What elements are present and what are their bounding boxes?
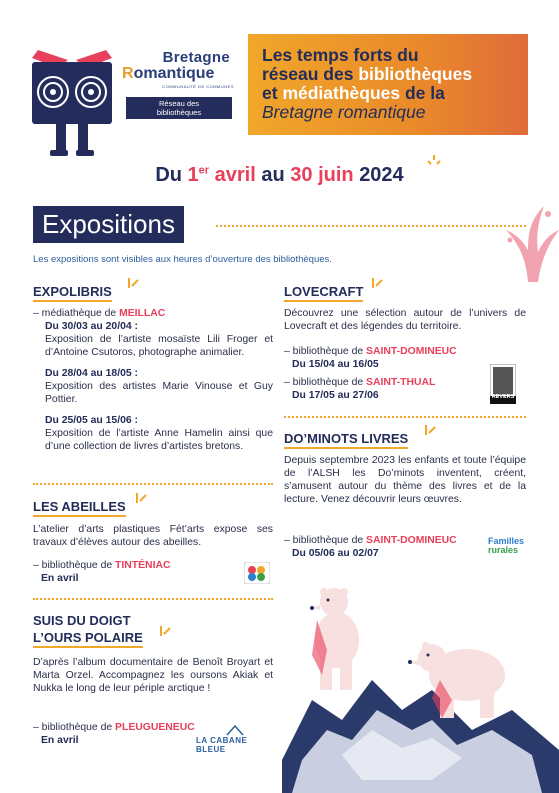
sparkle-icon — [423, 423, 437, 437]
header-title-line3c: de la — [400, 83, 445, 103]
header-title-line3 — [262, 84, 518, 103]
abeilles-title-text: LES ABEILLES — [33, 499, 126, 517]
expolibris-location — [33, 307, 273, 320]
lovecraft-location-2-city: SAINT-THUAL — [366, 377, 436, 388]
header-title-line2a: réseau des — [262, 64, 359, 84]
reseau-badge — [126, 97, 232, 119]
polar-bears-illustration — [282, 580, 559, 793]
reader-logo-icon — [28, 40, 116, 160]
date-du: Du — [155, 164, 182, 186]
ours-when: En avril — [41, 735, 79, 746]
familles-rurales-logo — [488, 537, 528, 555]
expolibris-item-1-dates: Du 30/03 au 20/04 : — [45, 321, 138, 332]
date-year: 2024 — [359, 164, 404, 186]
brand-line2-initial: R — [122, 65, 134, 82]
date-day1 — [188, 164, 256, 186]
ours-text: D’après l’album documentaire de Benoît Broyart et Marta Orzel. Accompagnez les oursons Akiak et Nukka le long de leur périple arctique ! — [33, 657, 273, 694]
sparkle-icon — [370, 276, 384, 290]
expolibris-item-3 — [45, 414, 273, 453]
header-title-box — [248, 34, 528, 135]
divider — [33, 483, 273, 485]
date-range — [0, 164, 559, 187]
expolibris-item-2-text: Exposition des artistes Marie Vinouse et Guy Pottier. — [45, 381, 273, 405]
header-title-line3a: et — [262, 83, 283, 103]
sparkle-icon — [126, 276, 140, 290]
sparkle-icon — [134, 491, 148, 505]
sparkle-icon — [158, 624, 172, 638]
lovecraft-location-1-dates: Du 15/04 au 16/05 — [292, 359, 379, 370]
expolibris-item-1 — [45, 320, 273, 359]
dominots-text: Depuis septembre 2023 les enfants et toute l’équipe de l’ALSH les Do’minots inventent, créent, s’amusent autour du thème des livres et de la lecture. Venez découvrir leurs œuvres. — [284, 455, 526, 505]
brand-subtitle: COMMUNAUTÉ DE COMMUNES — [162, 84, 234, 89]
reseau-line2: bibliothèques — [156, 108, 202, 117]
lovecraft-location-1-prefix: – bibliothèque de — [284, 346, 367, 357]
lovecraft-location-1-city: SAINT-DOMINEUC — [366, 346, 457, 357]
date-au: au — [261, 164, 285, 186]
brand-line2-rest: omantique — [133, 65, 215, 82]
abeilles-city: TINTÉNIAC — [115, 560, 171, 571]
intro-text: Les expositions sont visibles aux heures d’ouverture des bibliothèques. — [33, 254, 332, 265]
ours-city: PLEUGUENEUC — [115, 722, 195, 733]
brand-line2 — [122, 65, 234, 82]
lovecraft-text: Découvrez une sélection autour de l’univers de Lovecraft et des légendes du territoire. — [284, 308, 526, 332]
expolibris-item-2 — [45, 367, 273, 406]
date-month1: avril — [214, 164, 256, 186]
cabane-bleue-logo: LA CABANE BLEUE — [196, 736, 248, 754]
dominots-prefix: – bibliothèque de — [284, 535, 367, 546]
sparkle-icon — [424, 153, 444, 173]
dominots-location — [284, 534, 494, 560]
abeilles-title — [33, 498, 126, 515]
familles-rurales-line2: rurales — [488, 545, 519, 555]
date-day2: 30 juin — [290, 164, 354, 186]
lovecraft-location-2-prefix: – bibliothèque de — [284, 377, 367, 388]
section-divider — [216, 225, 526, 227]
coral-decoration-icon — [498, 200, 559, 282]
expolibris-prefix: – médiathèque de — [33, 308, 120, 319]
expolibris-title-text: EXPOLIBRIS — [33, 284, 112, 302]
expolibris-city: MEILLAC — [119, 308, 166, 319]
header-title-line2 — [262, 65, 518, 84]
dominots-title-text: DO’MINOTS LIVRES — [284, 431, 408, 449]
revers-logo-text: REVERS — [491, 394, 515, 400]
header-title-line1: Les temps forts du — [262, 45, 419, 65]
expolibris-item-2-dates: Du 28/04 au 18/05 : — [45, 368, 138, 379]
ours-title-line1: SUIS DU DOIGT — [33, 613, 131, 628]
divider — [284, 416, 526, 418]
header-title-line2b: bibliothèques — [358, 64, 473, 84]
section-label: Expositions — [33, 206, 184, 243]
abeilles-location — [33, 559, 253, 585]
expolibris-item-3-text: Exposition de l’artiste Anne Hamelin ainsi que d’une collection de livres d’artistes bretons. — [45, 428, 273, 452]
expolibris-item-1-text: Exposition de l’artiste mosaïste Lili Froger et d’Antoine Csutoros, photographe animalier. — [45, 334, 273, 358]
ours-title-line2: L’OURS POLAIRE — [33, 630, 143, 648]
date-day1-sup: er — [198, 164, 210, 177]
brand-line1: Bretagne — [162, 49, 230, 66]
cabane-roof-icon — [226, 724, 244, 736]
abeilles-when: En avril — [41, 573, 79, 584]
abeilles-text: L’atelier d’arts plastiques Fét’arts expose ses travaux d’élèves autour des abeilles. — [33, 524, 273, 548]
divider — [33, 598, 273, 600]
expolibris-title — [33, 283, 112, 300]
ours-prefix: – bibliothèque de — [33, 722, 116, 733]
lovecraft-location-2-dates: Du 17/05 au 27/06 — [292, 390, 379, 401]
dominots-title — [284, 430, 408, 447]
lovecraft-title — [284, 283, 363, 300]
ours-title — [33, 612, 143, 646]
header-title-line3b: médiathèques — [282, 83, 401, 103]
dominots-dates: Du 05/06 au 02/07 — [292, 548, 379, 559]
fetarts-logo-icon — [244, 562, 270, 584]
lovecraft-title-text: LOVECRAFT — [284, 284, 363, 302]
abeilles-prefix: – bibliothèque de — [33, 560, 116, 571]
lovecraft-location-2 — [284, 376, 494, 402]
lovecraft-location-1 — [284, 345, 494, 371]
header-title-line4: Bretagne romantique — [262, 102, 426, 122]
brand-logo — [122, 50, 234, 89]
expolibris-item-3-dates: Du 25/05 au 15/06 : — [45, 415, 138, 426]
familles-rurales-line1: Familles — [488, 536, 525, 546]
date-day1-num: 1 — [187, 164, 199, 186]
reseau-line1: Réseau des — [158, 99, 200, 108]
dominots-city: SAINT-DOMINEUC — [366, 535, 457, 546]
